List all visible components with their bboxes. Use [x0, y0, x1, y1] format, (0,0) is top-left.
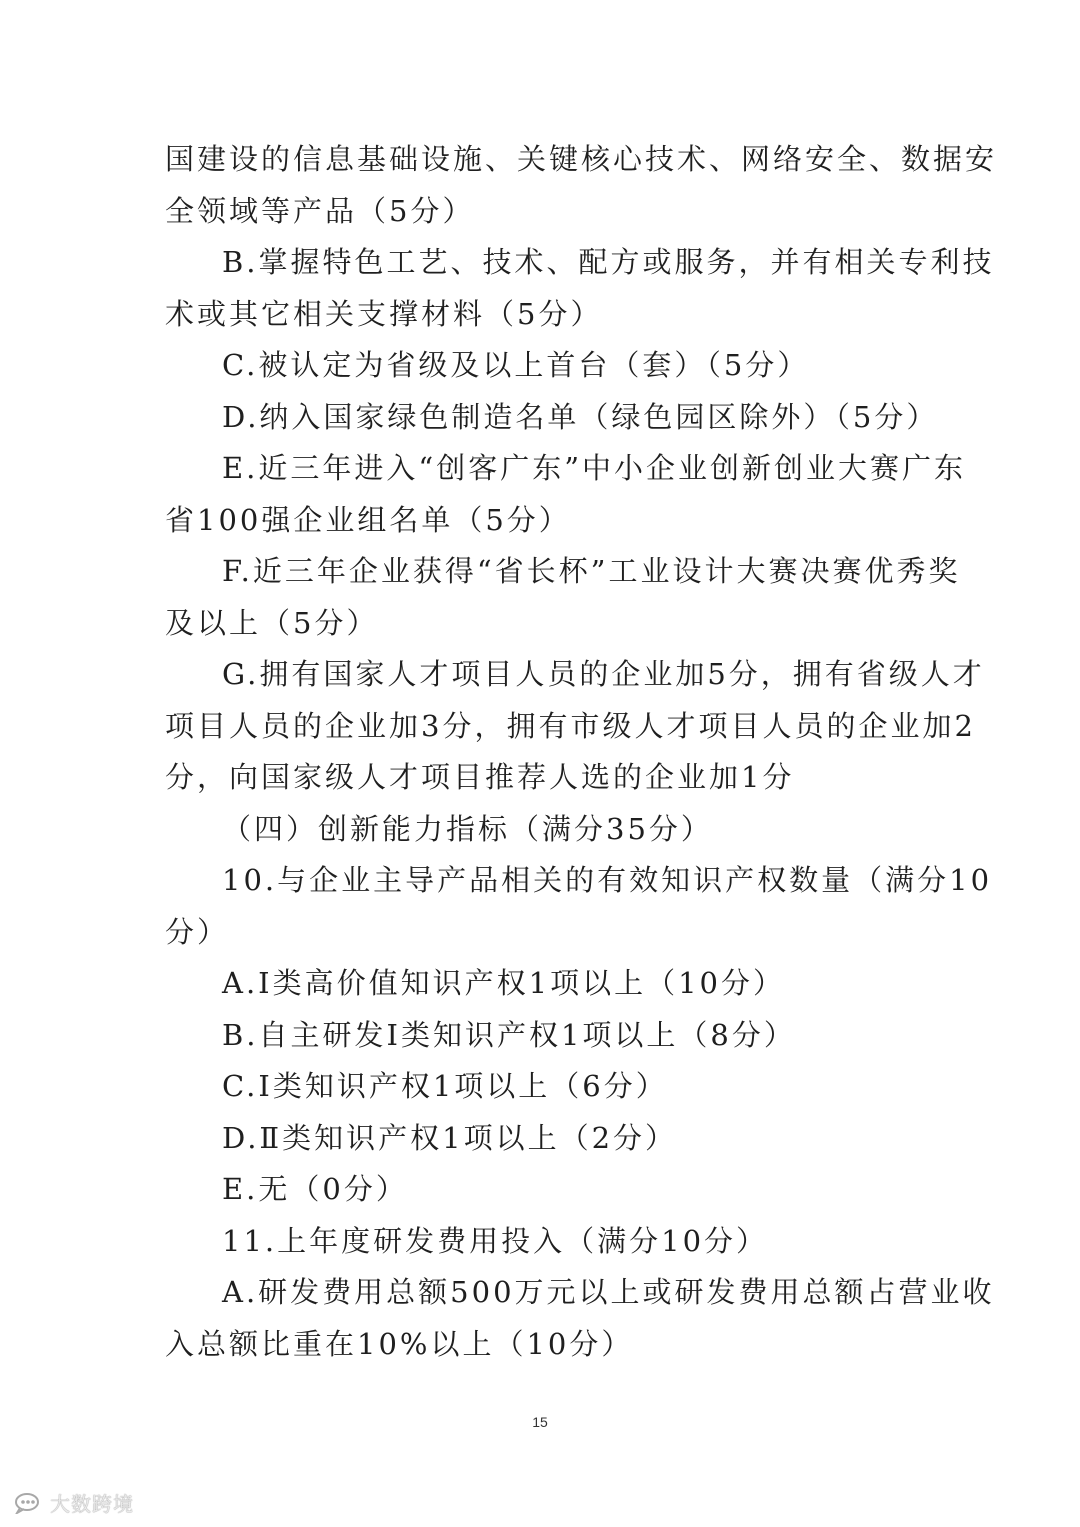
- chat-bubble-logo-icon: [14, 1492, 44, 1514]
- text-line: E.近三年进入“创客广东”中小企业创新创业大赛广东: [222, 451, 967, 485]
- text-line: 全领域等产品（5分）: [165, 193, 475, 228]
- text-line: E.无（0分）: [222, 1172, 408, 1206]
- section-heading: （四）创新能力指标（满分35分）: [222, 811, 713, 846]
- text-line: A.研发费用总额500万元以上或研发费用总额占营业收: [222, 1275, 995, 1309]
- text-line: A.Ⅰ类高价值知识产权1项以上（10分）: [222, 966, 785, 1000]
- text-line: 项目人员的企业加3分，拥有市级人才项目人员的企业加2: [165, 708, 976, 743]
- text-line: 分，向国家级人才项目推荐人选的企业加1分: [165, 760, 795, 794]
- text-line: 国建设的信息基础设施、关键核心技术、网络安全、数据安: [165, 142, 998, 176]
- text-line: 分）: [165, 914, 230, 949]
- text-line: C.Ⅰ类知识产权1项以上（6分）: [222, 1069, 668, 1103]
- page-number: 15: [532, 1414, 548, 1430]
- text-line: 及以上（5分）: [165, 605, 379, 640]
- text-line: G.拥有国家人才项目人员的企业加5分，拥有省级人才: [222, 657, 985, 691]
- watermark-text: 大数跨境: [50, 1492, 134, 1516]
- text-line: C.被认定为省级及以上首台（套）（5分）: [222, 348, 810, 382]
- text-line: 入总额比重在10%以上（10分）: [165, 1326, 634, 1361]
- text-line: D.Ⅱ类知识产权1项以上（2分）: [222, 1120, 678, 1155]
- text-line: F.近三年企业获得“省长杯”工业设计大赛决赛优秀奖: [222, 554, 961, 588]
- watermark: [14, 1488, 134, 1517]
- text-line: B.掌握特色工艺、技术、配方或服务，并有相关专利技: [222, 245, 995, 279]
- text-line: 省100强企业组名单（5分）: [165, 502, 571, 537]
- text-line: 10.与企业主导产品相关的有效知识产权数量（满分10: [222, 863, 993, 897]
- text-line: B.自主研发Ⅰ类知识产权1项以上（8分）: [222, 1017, 796, 1052]
- text-line: 11.上年度研发费用投入（满分10分）: [222, 1223, 769, 1258]
- document-body: [165, 134, 998, 1370]
- text-line: D.纳入国家绿色制造名单（绿色园区除外）（5分）: [222, 399, 939, 434]
- text-line: 术或其它相关支撑材料（5分）: [165, 296, 603, 331]
